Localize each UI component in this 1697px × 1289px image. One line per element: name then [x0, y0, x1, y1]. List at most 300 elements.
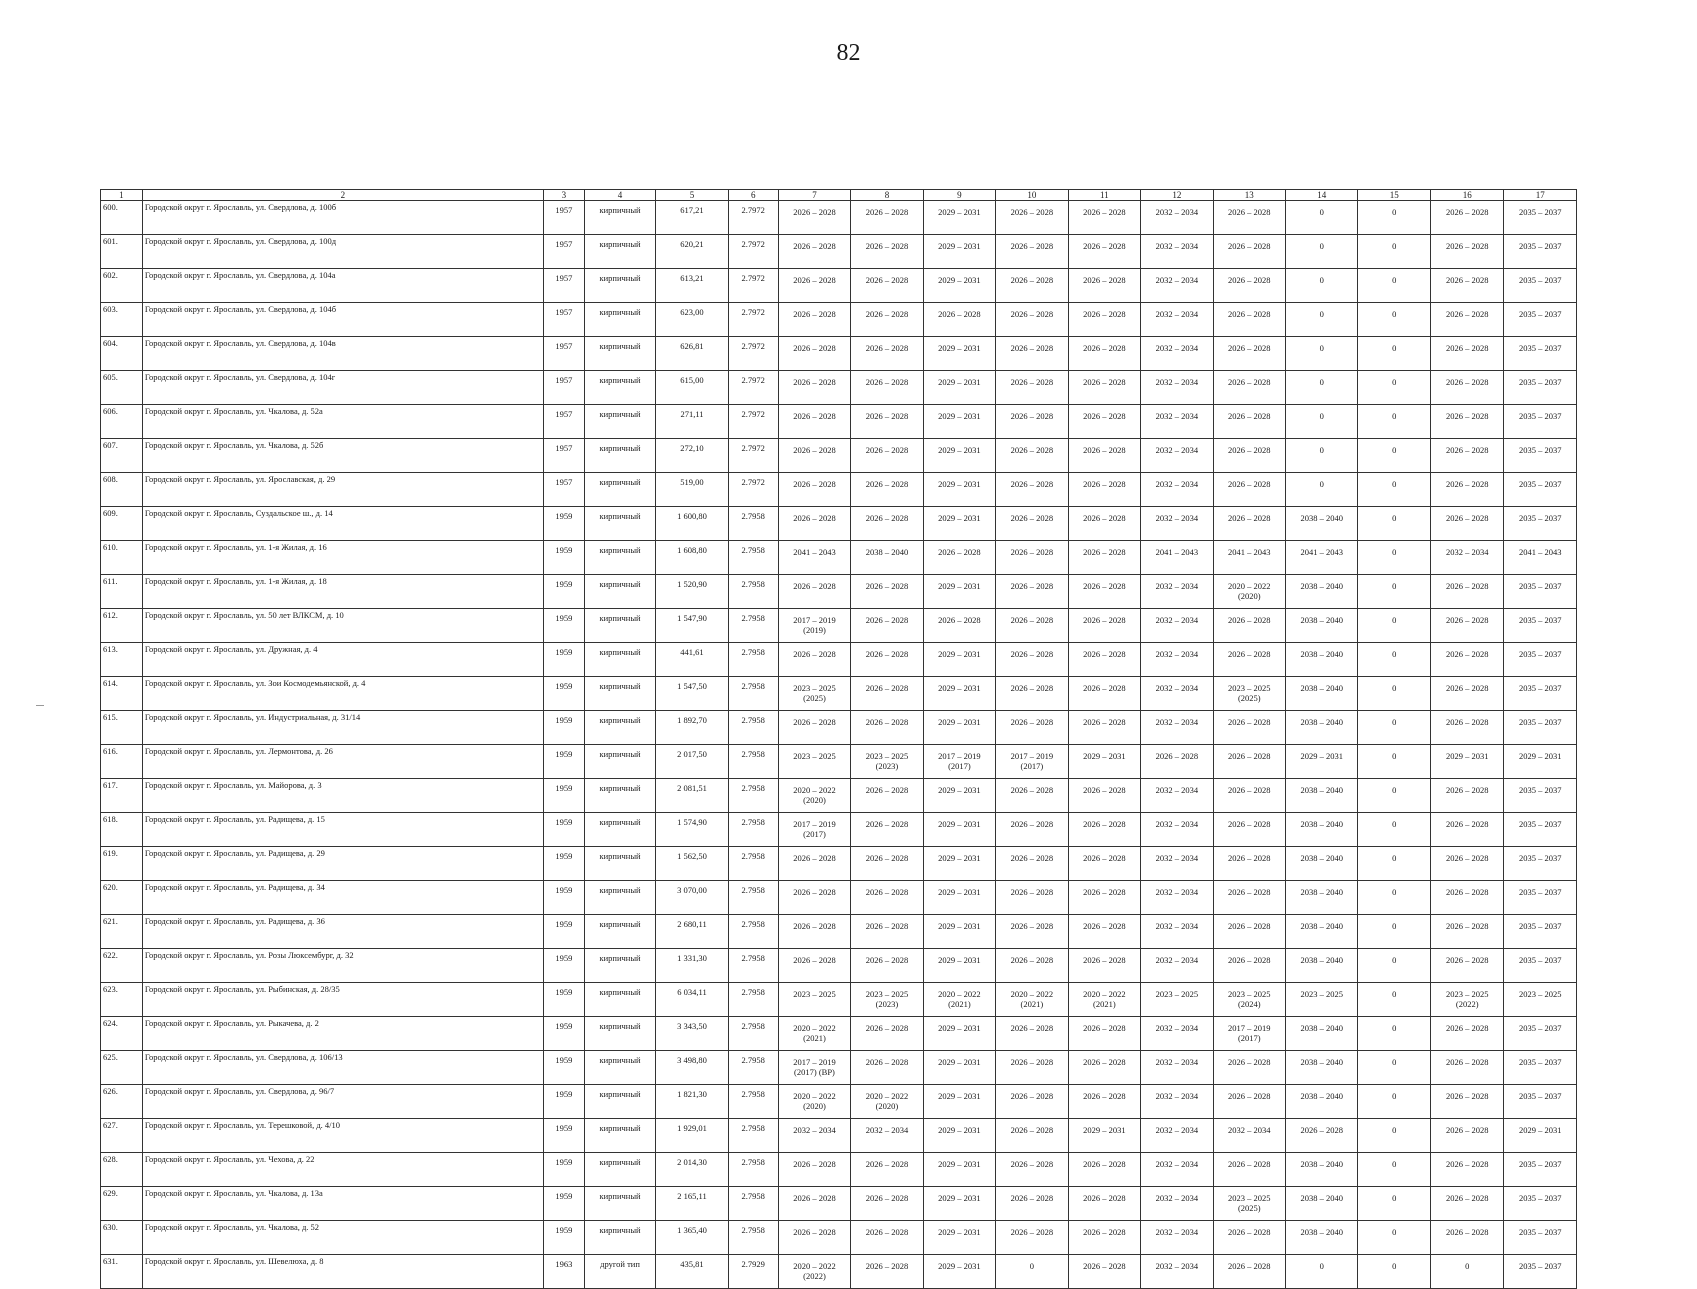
cell-value: 2029 – 2031 — [938, 479, 981, 489]
col9-cell — [923, 745, 995, 779]
rate-cell — [728, 1153, 778, 1187]
cell-value: 1 574,90 — [677, 817, 707, 827]
col10-cell — [996, 677, 1068, 711]
col16-cell — [1430, 677, 1503, 711]
year-cell — [543, 1085, 584, 1119]
cell-value: 2029 – 2031 — [938, 1261, 981, 1271]
table-row — [101, 949, 1577, 983]
cell-value: 6 034,11 — [677, 987, 707, 997]
cell-value: 2035 – 2037 — [1518, 513, 1562, 523]
col10-cell — [996, 337, 1068, 371]
col15-cell — [1358, 983, 1430, 1017]
cell-value: 625. — [103, 1052, 118, 1062]
col12-cell — [1141, 881, 1213, 915]
cell-value: 1 608,80 — [677, 545, 707, 555]
material-cell — [584, 201, 655, 235]
cell-value: Городской округ г. Ярославль, ул. Лермонтова, д. 26 — [144, 746, 333, 756]
col14-cell — [1286, 1017, 1358, 1051]
cell-value: Городской округ г. Ярославль, ул. Розы Люксембург, д. 32 — [144, 950, 354, 960]
col15-cell — [1358, 745, 1430, 779]
col13-cell — [1213, 1017, 1285, 1051]
col14-cell — [1286, 269, 1358, 303]
cell-value: 2026 – 2028 — [865, 1193, 909, 1203]
cell-value: 615. — [103, 712, 118, 722]
col11-cell — [1068, 1255, 1140, 1289]
col12-cell — [1141, 779, 1213, 813]
cell-value: 2029 – 2031 — [938, 445, 981, 455]
col9-cell — [923, 609, 995, 643]
col16-cell — [1430, 881, 1503, 915]
cell-value: Городской округ г. Ярославль, ул. Свердлова, д. 96/7 — [144, 1086, 335, 1096]
cell-value: 0 — [1319, 411, 1324, 421]
year-cell — [543, 507, 584, 541]
cell-value: 0 — [1319, 479, 1324, 489]
material-cell — [584, 303, 655, 337]
cell-value: 1 547,90 — [677, 613, 707, 623]
cell-value: 2026 – 2028 — [1445, 343, 1489, 353]
cell-value: 2026 – 2028 — [1445, 411, 1489, 421]
cell-value: 2035 – 2037 — [1518, 955, 1562, 965]
area-cell — [656, 269, 728, 303]
col13-cell — [1213, 711, 1285, 745]
col14-cell — [1286, 575, 1358, 609]
cell-value: 0 — [1392, 785, 1397, 795]
cell-value: 2026 – 2028 — [1010, 921, 1054, 931]
cell-value: 620. — [103, 882, 118, 892]
rate-cell — [728, 881, 778, 915]
cell-value: 2026 – 2028 — [1010, 955, 1054, 965]
cell-value: кирпичный — [599, 579, 641, 589]
cell-value: 2020 – 2022 — [865, 1091, 909, 1101]
col16-cell — [1430, 507, 1503, 541]
cell-value: Городской округ г. Ярославль, ул. Чкалова, д. 52б — [144, 440, 324, 450]
col15-cell — [1358, 303, 1430, 337]
cell-value: 2026 – 2028 — [793, 955, 836, 965]
cell-value: 2.7958 — [741, 1089, 765, 1099]
col14-cell — [1286, 201, 1358, 235]
cell-value: 2029 – 2031 — [938, 1057, 981, 1067]
cell-value: 2017 – 2019 — [793, 819, 836, 829]
address-cell — [142, 473, 543, 507]
cell-value: 2038 – 2040 — [1300, 1023, 1343, 1033]
cell-value: 2020 – 2022 — [793, 785, 836, 795]
table-row — [101, 915, 1577, 949]
cell-value: 2.7958 — [741, 851, 765, 861]
col8-cell — [851, 371, 923, 405]
year-cell — [543, 235, 584, 269]
cell-value: 2038 – 2040 — [1300, 1227, 1343, 1237]
cell-value: 1959 — [555, 953, 573, 963]
cell-value: 1957 — [555, 307, 573, 317]
cell-value: 608. — [103, 474, 118, 484]
cell-value: 2032 – 2034 — [1155, 1227, 1199, 1237]
cell-value: 1957 — [555, 409, 573, 419]
cell-value: 2026 – 2028 — [1228, 785, 1271, 795]
cell-value: 2038 – 2040 — [1300, 785, 1343, 795]
year-cell — [543, 405, 584, 439]
cell-value: Городской округ г. Ярославль, Суздальское ш., д. 14 — [144, 508, 333, 518]
table-row — [101, 439, 1577, 473]
col10-cell — [996, 371, 1068, 405]
cell-value: 2029 – 2031 — [1518, 751, 1562, 761]
year-cell — [543, 269, 584, 303]
cell-value: 2.7958 — [741, 885, 765, 895]
col14-cell — [1286, 779, 1358, 813]
cell-value: 2026 – 2028 — [1445, 1193, 1489, 1203]
area-cell — [656, 371, 728, 405]
address-cell — [142, 1255, 543, 1289]
col14-cell — [1286, 609, 1358, 643]
cell-value: 2026 – 2028 — [793, 479, 836, 489]
col16-cell — [1430, 1187, 1503, 1221]
col13-cell — [1213, 473, 1285, 507]
cell-value: 2038 – 2040 — [1300, 1091, 1343, 1101]
cell-value: 1957 — [555, 205, 573, 215]
cell-value: 2026 – 2028 — [1445, 649, 1489, 659]
material-cell — [584, 439, 655, 473]
col17-cell — [1504, 1017, 1577, 1051]
col11-cell — [1068, 1119, 1140, 1153]
cell-value: 2038 – 2040 — [1300, 649, 1343, 659]
col13-cell — [1213, 405, 1285, 439]
col12-cell — [1141, 1119, 1213, 1153]
address-cell — [142, 949, 543, 983]
col16-cell — [1430, 643, 1503, 677]
cell-value: 0 — [1392, 819, 1397, 829]
cell-value: 2.7958 — [741, 749, 765, 759]
col11-cell — [1068, 1221, 1140, 1255]
cell-value: кирпичный — [599, 1021, 641, 1031]
cell-value: 1959 — [555, 511, 573, 521]
material-cell — [584, 949, 655, 983]
col14-cell — [1286, 541, 1358, 575]
address-cell — [142, 609, 543, 643]
year-cell — [543, 779, 584, 813]
material-cell — [584, 1085, 655, 1119]
cell-value: 2035 – 2037 — [1518, 241, 1562, 251]
table-row — [101, 575, 1577, 609]
area-cell — [656, 303, 728, 337]
material-cell — [584, 609, 655, 643]
cell-value: 2026 – 2028 — [1083, 241, 1126, 251]
area-cell — [656, 711, 728, 745]
cell-value: 435,81 — [680, 1259, 704, 1269]
material-cell — [584, 1051, 655, 1085]
cell-value: 2032 – 2034 — [1155, 343, 1199, 353]
rate-cell — [728, 643, 778, 677]
cell-value: 621. — [103, 916, 118, 926]
cell-value: 1959 — [555, 579, 573, 589]
col15-cell — [1358, 949, 1430, 983]
cell-value: 2026 – 2028 — [1010, 887, 1054, 897]
address-cell — [142, 439, 543, 473]
col15-cell — [1358, 541, 1430, 575]
material-cell — [584, 1119, 655, 1153]
cell-value: 2026 – 2028 — [793, 887, 836, 897]
col10-cell — [996, 847, 1068, 881]
col17-cell — [1504, 1187, 1577, 1221]
cell-value: 2029 – 2031 — [938, 785, 981, 795]
area-cell — [656, 745, 728, 779]
cell-value: Городской округ г. Ярославль, ул. Рыкачева, д. 2 — [144, 1018, 319, 1028]
cell-value: 2026 – 2028 — [865, 1261, 909, 1271]
address-cell — [142, 269, 543, 303]
col7-cell — [778, 1085, 850, 1119]
row-number — [101, 337, 143, 371]
cell-value: 2032 – 2034 — [1155, 411, 1199, 421]
area-cell — [656, 201, 728, 235]
cell-value: Городской округ г. Ярославль, ул. Свердлова, д. 104г — [144, 372, 336, 382]
cell-value: 2023 – 2025 — [1155, 989, 1199, 999]
cell-value: 2026 – 2028 — [1083, 377, 1126, 387]
cell-value: 2.7929 — [741, 1259, 765, 1269]
col17-cell — [1504, 439, 1577, 473]
rate-cell — [728, 609, 778, 643]
row-number — [101, 643, 143, 677]
cell-note: (2017) (ВР) — [794, 1067, 835, 1077]
cell-value: 0 — [1392, 1227, 1397, 1237]
col8-cell — [851, 609, 923, 643]
rate-cell — [728, 745, 778, 779]
row-number — [101, 983, 143, 1017]
area-cell — [656, 677, 728, 711]
cell-value: 2026 – 2028 — [1083, 309, 1126, 319]
material-cell — [584, 1255, 655, 1289]
cell-value: 2.7972 — [741, 307, 765, 317]
cell-value: 2026 – 2028 — [1010, 717, 1054, 727]
col9-cell — [923, 813, 995, 847]
cell-value: 2029 – 2031 — [938, 955, 981, 965]
cell-value: 1957 — [555, 273, 573, 283]
col7-cell — [778, 745, 850, 779]
cell-value: 2035 – 2037 — [1518, 1159, 1562, 1169]
cell-value: 2.7958 — [741, 1123, 765, 1133]
cell-value: 1 600,80 — [677, 511, 707, 521]
col10-cell — [996, 439, 1068, 473]
table-row — [101, 303, 1577, 337]
cell-value: кирпичный — [599, 205, 641, 215]
cell-value: 2020 – 2022 — [1010, 989, 1054, 999]
col17-cell — [1504, 677, 1577, 711]
col13-cell — [1213, 1187, 1285, 1221]
year-cell — [543, 201, 584, 235]
cell-value: 2.7972 — [741, 409, 765, 419]
col12-cell — [1141, 983, 1213, 1017]
cell-value: 2035 – 2037 — [1518, 683, 1562, 693]
cell-value: 1959 — [555, 715, 573, 725]
col9-cell — [923, 541, 995, 575]
cell-value: 2035 – 2037 — [1518, 1193, 1562, 1203]
cell-value: 2026 – 2028 — [865, 343, 909, 353]
cell-value: 2026 – 2028 — [1083, 1091, 1126, 1101]
col11-cell — [1068, 371, 1140, 405]
table-row — [101, 1255, 1577, 1289]
col10-cell — [996, 813, 1068, 847]
material-cell — [584, 473, 655, 507]
col16-cell — [1430, 235, 1503, 269]
col14-cell — [1286, 1187, 1358, 1221]
cell-value: 629. — [103, 1188, 118, 1198]
cell-note: (2025) — [1237, 693, 1261, 703]
cell-value: Городской округ г. Ярославль, ул. Майорова, д. 3 — [144, 780, 322, 790]
cell-value: 2026 – 2028 — [1010, 411, 1054, 421]
cell-value: 2026 – 2028 — [1010, 1227, 1054, 1237]
cell-value: 2 017,50 — [677, 749, 707, 759]
address-cell — [142, 507, 543, 541]
col11-cell — [1068, 337, 1140, 371]
col12-cell — [1141, 847, 1213, 881]
cell-value: Городской округ г. Ярославль, ул. Чкалова, д. 52а — [144, 406, 323, 416]
cell-value: 605. — [103, 372, 118, 382]
material-cell — [584, 337, 655, 371]
cell-value: 2026 – 2028 — [1445, 921, 1489, 931]
cell-value: 2026 – 2028 — [793, 207, 836, 217]
col15-cell — [1358, 507, 1430, 541]
cell-value: 0 — [1392, 1193, 1397, 1203]
area-cell — [656, 1051, 728, 1085]
material-cell — [584, 779, 655, 813]
col14-cell — [1286, 643, 1358, 677]
col17-cell — [1504, 201, 1577, 235]
col16-cell — [1430, 371, 1503, 405]
col17-cell — [1504, 235, 1577, 269]
row-number — [101, 745, 143, 779]
cell-value: 2023 – 2025 — [1518, 989, 1562, 999]
area-cell — [656, 949, 728, 983]
row-number — [101, 813, 143, 847]
cell-note: (2017) — [948, 761, 971, 771]
cell-value: 627. — [103, 1120, 118, 1130]
col16-cell — [1430, 473, 1503, 507]
material-cell — [584, 1017, 655, 1051]
cell-value: 2017 – 2019 — [793, 1057, 836, 1067]
col8-cell — [851, 779, 923, 813]
col11-cell — [1068, 1153, 1140, 1187]
col14-cell — [1286, 677, 1358, 711]
col11-cell — [1068, 711, 1140, 745]
cell-note: (2017) — [1020, 761, 1044, 771]
cell-value: 2029 – 2031 — [1518, 1125, 1562, 1135]
col17-cell — [1504, 915, 1577, 949]
cell-value: 0 — [1319, 1261, 1324, 1271]
address-cell — [142, 201, 543, 235]
address-cell — [142, 711, 543, 745]
cell-value: 2026 – 2028 — [1010, 819, 1054, 829]
col8-cell — [851, 439, 923, 473]
cell-value: 2038 – 2040 — [1300, 921, 1343, 931]
address-cell — [142, 983, 543, 1017]
cell-value: 0 — [1319, 309, 1324, 319]
rate-cell — [728, 711, 778, 745]
col7-cell — [778, 269, 850, 303]
cell-value: 2035 – 2037 — [1518, 445, 1562, 455]
address-cell — [142, 1221, 543, 1255]
area-cell — [656, 235, 728, 269]
cell-value: 2023 – 2025 — [1228, 683, 1271, 693]
col11-cell — [1068, 541, 1140, 575]
cell-value: 2026 – 2028 — [1083, 1227, 1126, 1237]
cell-value: 2032 – 2034 — [1155, 649, 1199, 659]
cell-value: 2026 – 2028 — [1083, 853, 1126, 863]
col9-cell — [923, 507, 995, 541]
col12-cell — [1141, 541, 1213, 575]
col16-cell — [1430, 575, 1503, 609]
rate-cell — [728, 337, 778, 371]
col9-cell — [923, 439, 995, 473]
table-row — [101, 745, 1577, 779]
col15-cell — [1358, 643, 1430, 677]
rate-cell — [728, 983, 778, 1017]
col12-cell — [1141, 405, 1213, 439]
cell-value: кирпичный — [599, 1191, 641, 1201]
cell-value: 2026 – 2028 — [793, 853, 836, 863]
col16-cell — [1430, 847, 1503, 881]
cell-value: Городской округ г. Ярославль, ул. Рыбинская, д. 28/35 — [144, 984, 340, 994]
col12-cell — [1141, 337, 1213, 371]
housing-register-table — [100, 189, 1577, 1289]
cell-value: 2032 – 2034 — [1155, 683, 1199, 693]
cell-value: 623. — [103, 984, 118, 994]
col17-cell — [1504, 541, 1577, 575]
cell-value: 0 — [1392, 411, 1397, 421]
col13-cell — [1213, 303, 1285, 337]
col8-cell — [851, 813, 923, 847]
col8-cell — [851, 915, 923, 949]
row-number — [101, 1187, 143, 1221]
cell-value: 1 520,90 — [677, 579, 707, 589]
cell-value: 1959 — [555, 681, 573, 691]
address-cell — [142, 881, 543, 915]
col15-cell — [1358, 1017, 1430, 1051]
col10-cell — [996, 541, 1068, 575]
rate-cell — [728, 405, 778, 439]
cell-value: 1957 — [555, 341, 573, 351]
cell-value: 2026 – 2028 — [1228, 1057, 1271, 1067]
col12-cell — [1141, 269, 1213, 303]
cell-value: 2026 – 2028 — [1228, 309, 1271, 319]
col8-cell — [851, 643, 923, 677]
cell-value: 2026 – 2028 — [793, 1227, 836, 1237]
cell-value: 1959 — [555, 545, 573, 555]
cell-value: 617,21 — [680, 205, 704, 215]
rate-cell — [728, 1085, 778, 1119]
cell-value: 2.7958 — [741, 987, 765, 997]
col13-cell — [1213, 235, 1285, 269]
col11-cell — [1068, 269, 1140, 303]
col15-cell — [1358, 677, 1430, 711]
cell-value: 0 — [1392, 309, 1397, 319]
cell-value: 2032 – 2034 — [1155, 819, 1199, 829]
cell-value: 1959 — [555, 851, 573, 861]
col7-cell — [778, 779, 850, 813]
cell-value: 2026 – 2028 — [1083, 513, 1126, 523]
cell-value: 2038 – 2040 — [1300, 955, 1343, 965]
cell-value: 2026 – 2028 — [865, 683, 909, 693]
cell-value: 2020 – 2022 — [1083, 989, 1126, 999]
cell-value: кирпичный — [599, 783, 641, 793]
cell-value: 2.7958 — [741, 953, 765, 963]
cell-value: 2029 – 2031 — [938, 1125, 981, 1135]
row-number — [101, 541, 143, 575]
cell-value: Городской округ г. Ярославль, ул. Радищева, д. 29 — [144, 848, 325, 858]
col16-cell — [1430, 779, 1503, 813]
col14-cell — [1286, 881, 1358, 915]
col7-cell — [778, 303, 850, 337]
cell-note: (2024) — [1237, 999, 1261, 1009]
material-cell — [584, 575, 655, 609]
table-row — [101, 371, 1577, 405]
cell-value: 2026 – 2028 — [1228, 955, 1271, 965]
